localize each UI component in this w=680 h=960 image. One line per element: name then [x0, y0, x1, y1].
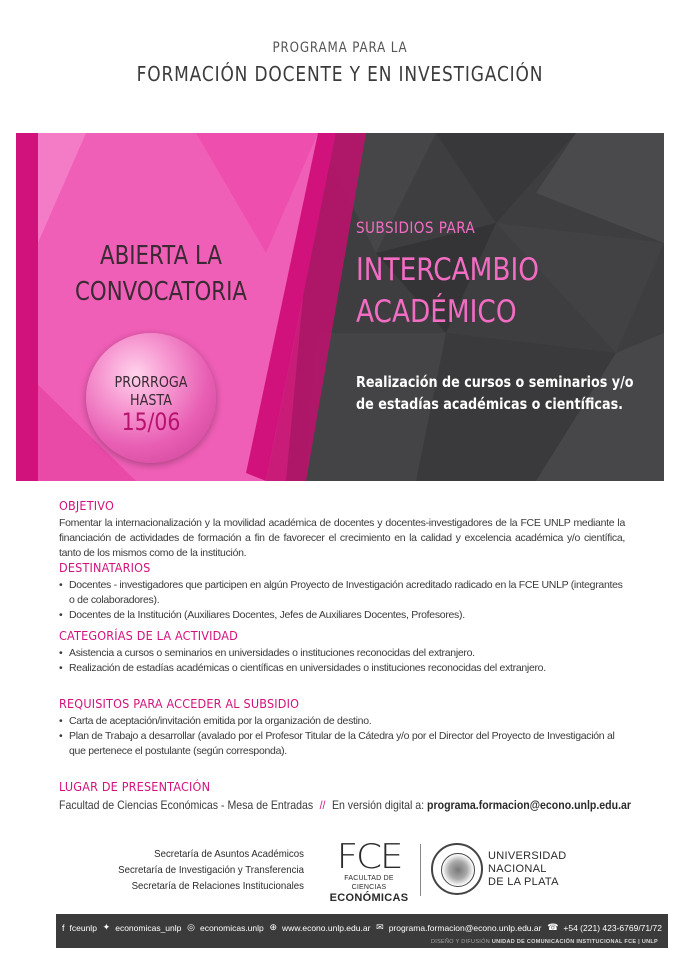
footer-twitter[interactable] — [103, 922, 182, 933]
categorias-title: CATEGORÍAS DE LA ACTIVIDAD — [59, 628, 238, 643]
secretaria-item: Secretaría de Asuntos Académicos — [154, 848, 304, 860]
mail-icon: ✉ — [376, 922, 384, 932]
objetivo-text: Fomentar la internacionalización y la movilidad académica de docentes y docentes-investigadores de la FCE UNLP mediante la financiación de actividades de formación a fin de favorecer el crecimiento en la calidad y excelencia académica y/o científica, tanto de los mismos como de la institución. — [59, 517, 625, 559]
lugar-digital: En versión digital a: — [331, 798, 425, 812]
page-header — [0, 40, 680, 86]
unlp-line-1: UNIVERSIDAD — [488, 850, 567, 862]
fce-logo — [328, 837, 410, 904]
secretaria-item: Secretaría de Relaciones Institucionales — [131, 880, 304, 892]
phone-number: +54 (221) 423-6769/71/72 — [563, 922, 662, 933]
credit-prefix: DISEÑO Y DIFUSIÓN — [430, 939, 490, 945]
footer-email-text: programa.formacion@econo.unlp.edu.ar — [388, 922, 542, 933]
convocatoria-line: CONVOCATORIA — [75, 277, 247, 307]
banner-description — [356, 371, 662, 415]
lugar-title: LUGAR DE PRESENTACIÓN — [59, 779, 211, 794]
logo-divider — [420, 844, 421, 896]
unlp-logo — [488, 850, 566, 889]
secretarias-list — [102, 846, 304, 894]
footer-email[interactable] — [376, 922, 541, 933]
prorroga-label: PRORROGA — [114, 373, 188, 391]
design-credit — [431, 939, 658, 945]
lugar-line — [59, 798, 631, 812]
twitter-handle: economicas_unlp — [115, 922, 182, 933]
credit-main: UNIDAD DE COMUNICACIÓN INSTITUCIONAL FCE | UNLP — [491, 939, 658, 945]
abierta-line: ABIERTA LA — [100, 241, 222, 271]
lugar-separator: // — [319, 798, 326, 812]
lugar-email-link[interactable]: programa.formacion@econo.unlp.edu.ar — [427, 798, 631, 812]
requisitos-title: REQUISITOS PARA ACCEDER AL SUBSIDIO — [59, 696, 300, 711]
list-item: • Asistencia a cursos o seminarios en universidades o instituciones reconocidas del extranjero. — [59, 646, 625, 661]
secretaria-item: Secretaría de Investigación y Transferencia — [118, 864, 304, 876]
prorroga-date: 15/06 — [121, 408, 181, 436]
unlp-line-3: DE LA PLATA — [488, 876, 559, 888]
destinatarios-section — [59, 560, 625, 623]
title-line-1: INTERCAMBIO — [356, 252, 539, 288]
banner-title — [356, 249, 539, 333]
categorias-section — [59, 628, 625, 676]
convocatoria-heading — [75, 238, 247, 310]
footer-facebook[interactable] — [62, 923, 97, 933]
list-item: • Docentes - investigadores que participen en algún Proyecto de Investigación acreditado radicado en la FCE UNLP (integrantes o de colaboradores). — [59, 578, 625, 608]
destinatarios-title: DESTINATARIOS — [59, 560, 151, 575]
list-item: • Realización de estadías académicas o científicas en universidades o instituciones reconocidas del extranjero. — [59, 661, 625, 676]
objetivo-section — [59, 498, 625, 561]
web-url: www.econo.unlp.edu.ar — [282, 922, 371, 933]
globe-icon: ⊕ — [269, 922, 278, 932]
footer-bar — [56, 914, 668, 948]
requisitos-section — [59, 696, 625, 759]
prorroga-badge — [86, 333, 216, 463]
facebook-icon: f — [62, 922, 65, 933]
fce-logo-economicas: ECONÓMICAS — [329, 892, 409, 904]
subsidios-label: SUBSIDIOS PARA — [356, 218, 476, 237]
fce-logo-subtitle: FACULTAD DE CIENCIAS — [344, 875, 394, 891]
hasta-label: HASTA — [130, 391, 172, 409]
objetivo-title: OBJETIVO — [59, 498, 114, 513]
program-line: PROGRAMA PARA LA — [272, 40, 408, 56]
unlp-seal-icon — [431, 843, 483, 895]
facebook-handle: fceunlp — [69, 922, 97, 933]
footer-phone[interactable] — [547, 922, 662, 933]
instagram-icon: ◎ — [187, 922, 195, 932]
instagram-handle: economicas.unlp — [199, 922, 264, 933]
fce-logo-letters: FCE — [336, 837, 402, 877]
title-line-2: ACADÉMICO — [356, 294, 517, 330]
footer-web[interactable] — [270, 922, 371, 933]
desc-line-2: de estadías académicas o científicas. — [356, 395, 624, 413]
hero-banner — [16, 133, 664, 481]
footer-instagram[interactable] — [187, 922, 264, 933]
program-title: FORMACIÓN DOCENTE Y EN INVESTIGACIÓN — [136, 62, 544, 86]
lugar-section — [59, 779, 631, 812]
lugar-place: Facultad de Ciencias Económicas - Mesa de Entradas — [59, 798, 314, 812]
desc-line-1: Realización de cursos o seminarios y/o — [356, 373, 634, 391]
list-item: • Plan de Trabajo a desarrollar (avalado por el Profesor Titular de la Cátedra y/o por el Director del Proyecto de Investigación al que pertenece el postulante (según corresponda). — [59, 729, 625, 759]
list-item: • Carta de aceptación/invitación emitida por la organización de destino. — [59, 714, 625, 729]
unlp-line-2: NACIONAL — [488, 863, 547, 875]
list-item: • Docentes de la Institución (Auxiliares Docentes, Jefes de Auxiliares Docentes, Profesores). — [59, 608, 625, 623]
twitter-icon: ✦ — [102, 922, 111, 932]
phone-icon: ☎ — [547, 922, 559, 932]
